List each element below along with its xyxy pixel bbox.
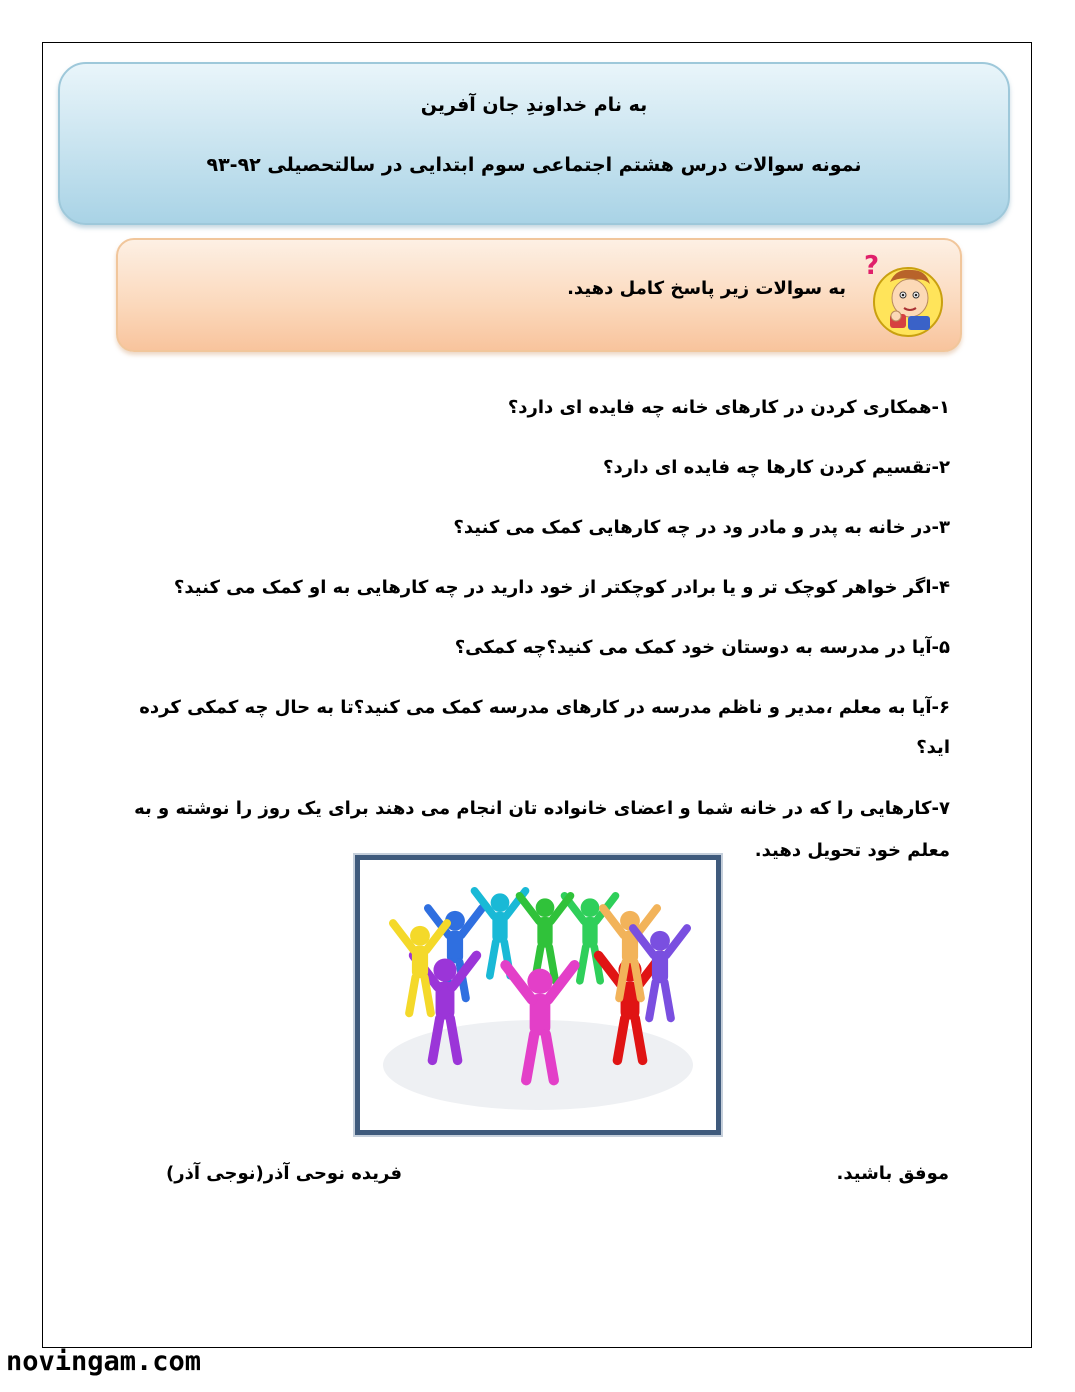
teamwork-people-circle-image	[355, 855, 721, 1135]
bismillah-heading: به نام خداوندِ جان آفرین	[420, 94, 648, 116]
site-watermark: novingam.com	[6, 1346, 202, 1377]
author-name: فریده نوحی آذر(نوجی آذر)	[166, 1163, 403, 1184]
title-banner	[58, 62, 1010, 225]
question-2: ۲-تقسیم کردن کارها چه فایده ای دارد؟	[603, 457, 950, 478]
question-list	[120, 388, 950, 892]
exam-title: نمونه سوالات درس هشتم اجتماعی سوم ابتدایی در سالتحصیلی ۹۲-۹۳	[206, 154, 862, 176]
svg-text:?: ?	[864, 251, 880, 281]
person-figure	[520, 896, 571, 981]
instruction-banner	[116, 238, 962, 352]
question-6: ۶-آیا به معلم ،مدیر و ناظم مدرسه در کارهای مدرسه کمک می کنید؟تا به حال چه کمکی کرده اید؟	[139, 697, 950, 758]
question-5: ۵-آیا در مدرسه به دوستان خود کمک می کنید؟چه کمکی؟	[454, 637, 950, 658]
good-luck-text: موفق باشید.	[836, 1163, 949, 1184]
question-3: ۳-در خانه به پدر و مادر ود در چه کارهایی کمک می کنید؟	[453, 517, 950, 538]
question-7: ۷-کارهایی را که در خانه شما و اعضای خانواده تان انجام می دهند برای یک روز را نوشته و به معلم خود تحویل دهید.	[134, 798, 950, 861]
question-4: ۴-اگر خواهر کوچک تر و یا برادر کوچکتر از خود دارید در چه کارهایی به او کمک می کنید؟	[173, 577, 950, 598]
person-figure	[475, 891, 526, 976]
thinking-boy-icon	[860, 248, 944, 344]
instruction-text: به سوالات زیر پاسخ کامل دهید.	[567, 278, 846, 299]
question-1: ۱-همکاری کردن در کارهای خانه چه فایده ای دارد؟	[507, 397, 950, 418]
